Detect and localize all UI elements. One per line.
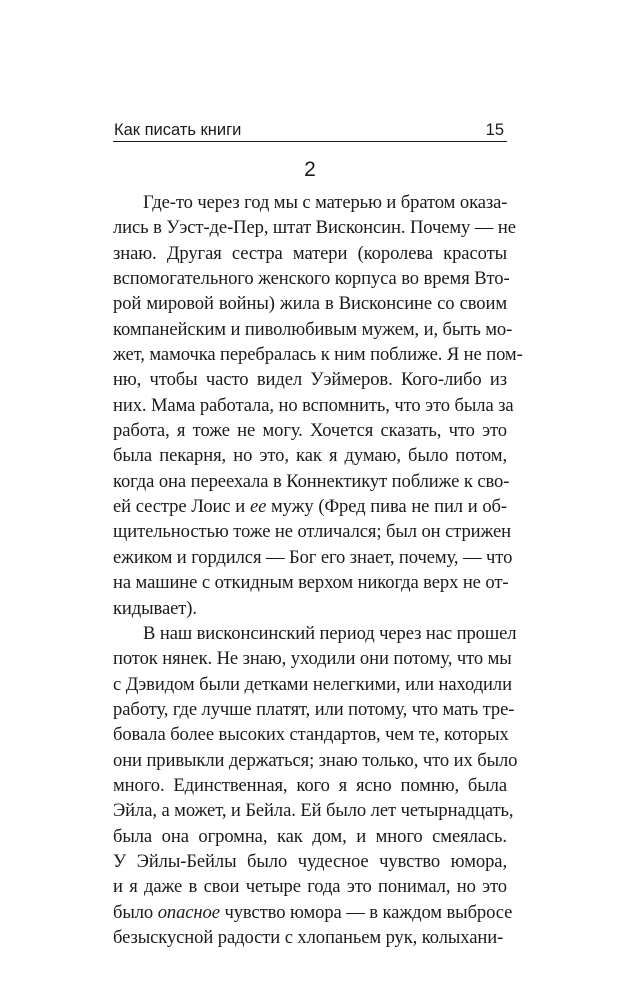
text-line — [113, 824, 507, 849]
italic-text: ее — [249, 496, 267, 518]
text-run: Где-то через год мы с матерью и братом оказа- — [143, 192, 508, 213]
text-run: работу, где лучше платят, или потому, что мать тре- — [113, 698, 515, 720]
text-run: была пекарня, но это, как я думаю, было потом, — [113, 445, 507, 467]
text-run: и я даже в свои четыре года это понимал, но это — [113, 876, 507, 898]
text-run: У Эйлы-Бейлы было чудесное чувство юмора, — [113, 850, 507, 872]
italic-text: опасное — [157, 901, 220, 923]
text-run: когда она переехала в Коннектикут поближе к сво- — [113, 470, 510, 492]
text-line — [113, 900, 513, 925]
text-run: работа, я тоже не могу. Хочется сказать, что это — [113, 420, 507, 442]
running-header — [113, 119, 507, 142]
text-run: бовала более высоких стандартов, чем те, которых — [113, 724, 509, 746]
text-run: безыскусной радости с хлопаньем рук, колыхани- — [113, 926, 504, 948]
text-run: с Дэвидом были детками нелегкими, или находили — [113, 673, 512, 695]
text-run: них. Мама работала, но вспомнить, что это была за — [113, 394, 514, 416]
body-text — [113, 190, 523, 950]
text-line — [113, 190, 507, 215]
text-run: Эйла, а может, и Бейла. Ей было лет четырнадцать, — [113, 800, 514, 822]
text-line — [113, 925, 507, 950]
text-line — [113, 798, 514, 823]
text-run: вспомогательного женского корпуса во время Вто- — [113, 268, 510, 290]
text-line — [113, 241, 507, 266]
text-run: жет, мамочка перебралась к ним поближе. Я не пом- — [113, 344, 523, 366]
text-run: ню, чтобы часто видел Уэймеров. Кого-либо из — [113, 369, 507, 391]
text-line — [113, 773, 507, 798]
text-line — [113, 291, 507, 316]
text-line — [113, 748, 518, 773]
text-line — [113, 570, 507, 595]
text-line — [113, 874, 507, 899]
text-run: мужу (Фред пива не пил и об- — [266, 496, 508, 518]
text-line — [113, 215, 516, 240]
text-line — [113, 596, 507, 621]
text-line — [113, 519, 512, 544]
text-run: на машине с откидным верхом никогда верх не от- — [113, 572, 509, 594]
text-run: поток нянек. Не знаю, уходили они потому, что мы — [113, 648, 512, 670]
text-line — [113, 317, 513, 342]
text-run: щительностью тоже не отличался; был он стрижен — [113, 521, 512, 543]
page-number: 15 — [485, 121, 504, 139]
text-run: рой мировой войны) жила в Висконсине со своим — [113, 293, 507, 315]
text-line — [113, 418, 507, 443]
text-line — [113, 722, 507, 747]
text-line — [113, 697, 515, 722]
text-run: кидывает). — [113, 597, 197, 619]
text-run: ежиком и гордился — Бог его знает, почему, — что — [113, 546, 513, 568]
text-line — [113, 494, 507, 519]
text-run: было — [113, 901, 158, 923]
text-line — [113, 342, 523, 367]
text-run: компанейским и пиволюбивым мужем, и, быть мо- — [113, 318, 513, 340]
text-run: чувство юмора — в каждом выбросе — [219, 901, 513, 923]
text-run: они привыкли держаться; знаю только, что их было — [113, 749, 518, 771]
text-run: была она огромна, как дом, и много смеялась. — [113, 825, 507, 847]
text-line — [113, 621, 517, 646]
text-run: знаю. Другая сестра матери (королева красоты — [113, 242, 507, 264]
text-run: лись в Уэст-де-Пер, штат Висконсин. Почему — не — [113, 217, 516, 239]
text-line — [113, 367, 507, 392]
text-line — [113, 672, 512, 697]
chapter-number: 2 — [304, 158, 316, 181]
text-run: В наш висконсинский период через нас прошел — [143, 622, 517, 644]
text-line — [113, 545, 513, 570]
text-line — [113, 646, 512, 671]
book-title: Как писать книги — [114, 121, 242, 139]
paragraph — [113, 621, 518, 950]
text-run: ей сестре Лоис и — [113, 496, 250, 518]
text-line — [113, 469, 510, 494]
text-line — [113, 443, 507, 468]
paragraph — [113, 190, 523, 621]
text-run: много. Единственная, кого я ясно помню, была — [113, 774, 507, 796]
text-line — [113, 266, 510, 291]
text-line — [113, 393, 514, 418]
text-line — [113, 849, 507, 874]
